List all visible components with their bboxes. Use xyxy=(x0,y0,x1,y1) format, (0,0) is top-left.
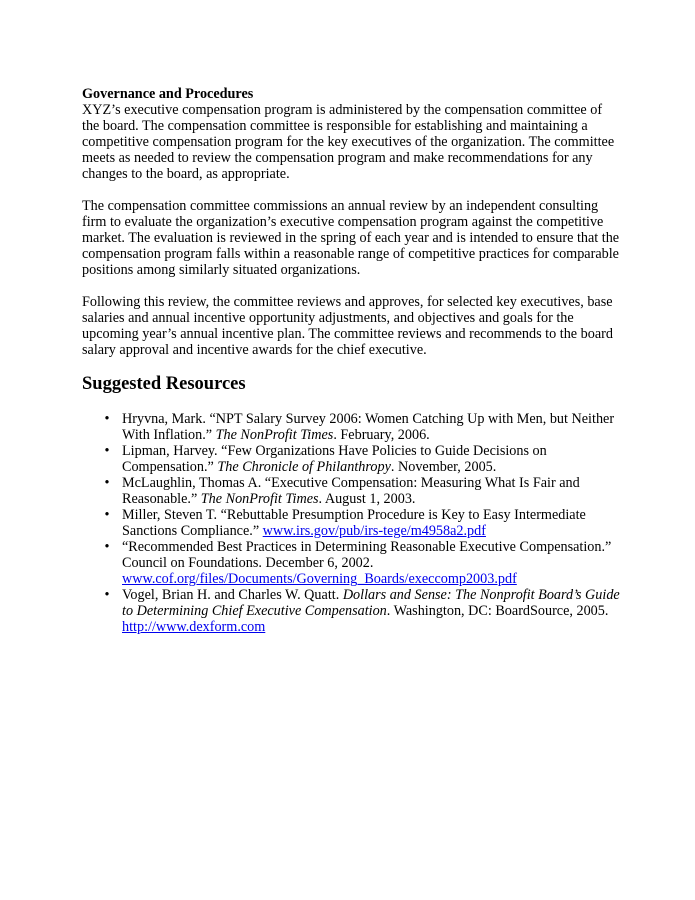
resource-item xyxy=(82,539,622,587)
resource-text: “Recommended Best Practices in Determining Reasonable Executive Compensation.” Council on Foundations. December 6, 2002. xyxy=(122,539,612,571)
resource-date: . November, 2005. xyxy=(390,459,497,475)
bullet-icon: • xyxy=(104,475,110,491)
resource-date: . Washington, DC: BoardSource, 2005. xyxy=(386,603,609,619)
resource-item xyxy=(82,587,622,635)
resource-publication: The NonProfit Times xyxy=(215,427,334,443)
governance-paragraph-2: The compensation committee commissions an annual review by an independent consulting firm to evaluate the organization’s executive compensation program against the competitive market. The evaluation is reviewed in the spring of each year and is intended to ensure that the compensation program falls within a reasonable range of competitive practices for comparable positions among similarly situated organizations. xyxy=(82,198,620,278)
resource-text: McLaughlin, Thomas A. “Executive Compensation: Measuring What Is Fair and Reasonable.” xyxy=(122,475,580,507)
resource-item xyxy=(82,443,622,475)
resource-item xyxy=(82,411,622,443)
governance-paragraph-3: Following this review, the committee reviews and approves, for selected key executives, base salaries and annual incentive opportunity adjustments, and objectives and goals for the upcoming year’s annual incentive plan. The committee reviews and recommends to the board salary approval and incentive awards for the chief executive. xyxy=(82,294,613,358)
bullet-icon: • xyxy=(104,539,110,555)
bullet-icon: • xyxy=(104,411,110,427)
governance-paragraph-1: XYZ’s executive compensation program is administered by the compensation committee of the board. The compensation committee is responsible for establishing and maintaining a competitive compensation program for the key executives of the organization. The committee meets as needed to review the compensation program and make recommendations for any changes to the board, as appropriate. xyxy=(82,102,615,182)
resource-text: Vogel, Brian H. and Charles W. Quatt. xyxy=(122,587,343,603)
resources-heading: Suggested Resources xyxy=(82,374,246,394)
resource-publication: The NonProfit Times xyxy=(200,491,319,507)
resources-list xyxy=(82,411,622,635)
resource-date: . August 1, 2003. xyxy=(318,491,416,507)
resource-item xyxy=(82,475,622,507)
resource-text: Hryvna, Mark. “NPT Salary Survey 2006: Women Catching Up with Men, but Neither With Inflation.” xyxy=(122,411,615,443)
irs-link[interactable]: www.irs.gov/pub/irs-tege/m4958a2.pdf xyxy=(262,523,486,539)
resource-text: Lipman, Harvey. “Few Organizations Have Policies to Guide Decisions on Compensation.” xyxy=(122,443,547,475)
bullet-icon: • xyxy=(104,507,110,523)
resource-text: Miller, Steven T. “Rebuttable Presumption Procedure is Key to Easy Intermediate Sanctions Compliance.” xyxy=(122,507,586,539)
document-page xyxy=(82,86,622,635)
governance-heading: Governance and Procedures xyxy=(82,86,254,102)
resource-date: . February, 2006. xyxy=(333,427,430,443)
dexform-link[interactable]: http://www.dexform.com xyxy=(122,619,266,635)
resource-item xyxy=(82,507,622,539)
bullet-icon: • xyxy=(104,587,110,603)
bullet-icon: • xyxy=(104,443,110,459)
resource-publication: The Chronicle of Philanthropy xyxy=(217,459,391,475)
cof-link[interactable]: www.cof.org/files/Documents/Governing_Boards/execcomp2003.pdf xyxy=(122,571,517,587)
resource-publication: Dollars and Sense: The Nonprofit Board’s Guide to Determining Chief Executive Compensation xyxy=(122,587,620,619)
